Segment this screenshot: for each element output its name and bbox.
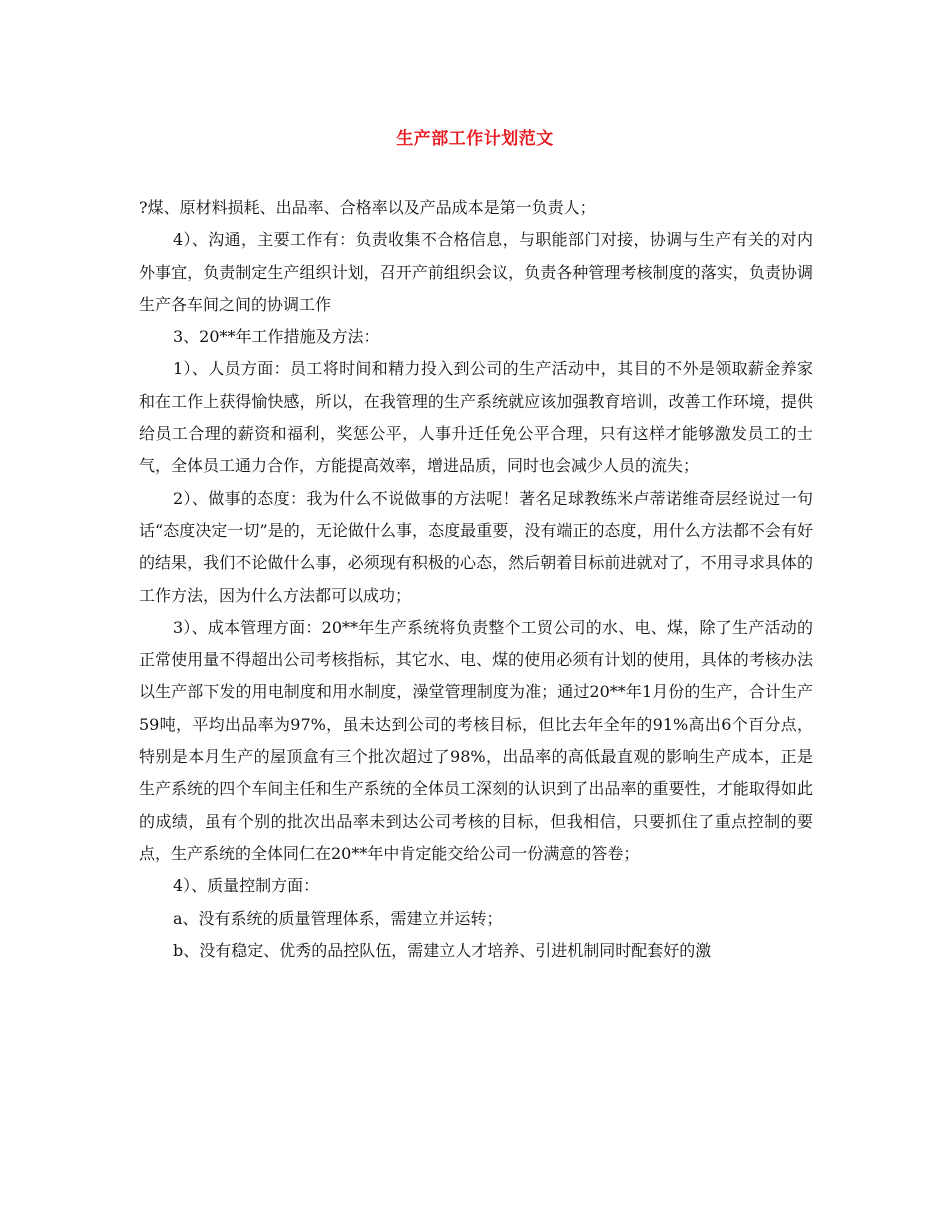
paragraph: a、没有系统的质量管理体系，需建立并运转； bbox=[173, 908, 503, 928]
paragraph: 2）、做事的态度：我为什么不说做事的方法呢！著名足球教练米卢蒂诺维奇层经说过一句话“态度决定一切”是的，无论做什么事，态度最重要，没有端正的态度，用什么方法都不会有好的结果，我们不论做什么事，必须现有积极的心态，然后朝着目标前进就对了，不用寻求具体的工作方法，因为什么方法都可以成功； bbox=[139, 488, 813, 605]
paragraph: 3、20**年工作措施及方法： bbox=[173, 327, 380, 347]
paragraph: 4）、沟通，主要工作有：负责收集不合格信息，与职能部门对接，协调与生产有关的对内外事宜，负责制定生产组织计划，召开产前组织会议，负责各种管理考核制度的落实，负责协调生产各车间之间的协调工作 bbox=[139, 230, 813, 314]
paragraph: ?煤、原材料损耗、出品率、合格率以及产品成本是第一负责人； bbox=[139, 198, 596, 217]
paragraph: 3）、成本管理方面：20**年生产系统将负责整个工贸公司的水、电、煤，除了生产活动的正常使用量不得超出公司考核指标，其它水、电、煤的使用必须有计划的使用，具体的考核办法以生产部下发的用电制度和用水制度，澡堂管理制度为准；通过20**年1月份的生产，合计生产59吨，平均出品率为97%，虽未达到公司的考核目标，但比去年全年的91%高出6个百分点，特别是本月生产的屋顶盒有三个批次超过了98%，出品率的高低最直观的影响生产成本，正是生产系统的四个车间主任和生产系统的全体员工深刻的认识到了出品率的重要性，才能取得如此的成绩，虽有个别的批次出品率未到达公司考核的目标，但我相信，只要抓住了重点控制的要点，生产系统的全体同仁在20**年中肯定能交给公司一份满意的答卷； bbox=[139, 617, 813, 863]
paragraph: 4）、质量控制方面： bbox=[173, 876, 320, 896]
paragraph: b、没有稳定、优秀的品控队伍，需建立人才培养、引进机制同时配套好的激 bbox=[173, 940, 712, 960]
document-title: 生产部工作计划范文 bbox=[396, 129, 554, 149]
document-body bbox=[139, 192, 813, 967]
paragraph: 1）、人员方面：员工将时间和精力投入到公司的生产活动中，其目的不外是领取薪金养家和在工作上获得愉快感，所以，在我管理的生产系统就应该加强教育培训，改善工作环境，提供给员工合理的薪资和福利，奖惩公平，人事升迁任免公平合理，只有这样才能够激发员工的士气，全体员工通力合作，方能提高效率，增进品质，同时也会减少人员的流失； bbox=[139, 359, 813, 476]
